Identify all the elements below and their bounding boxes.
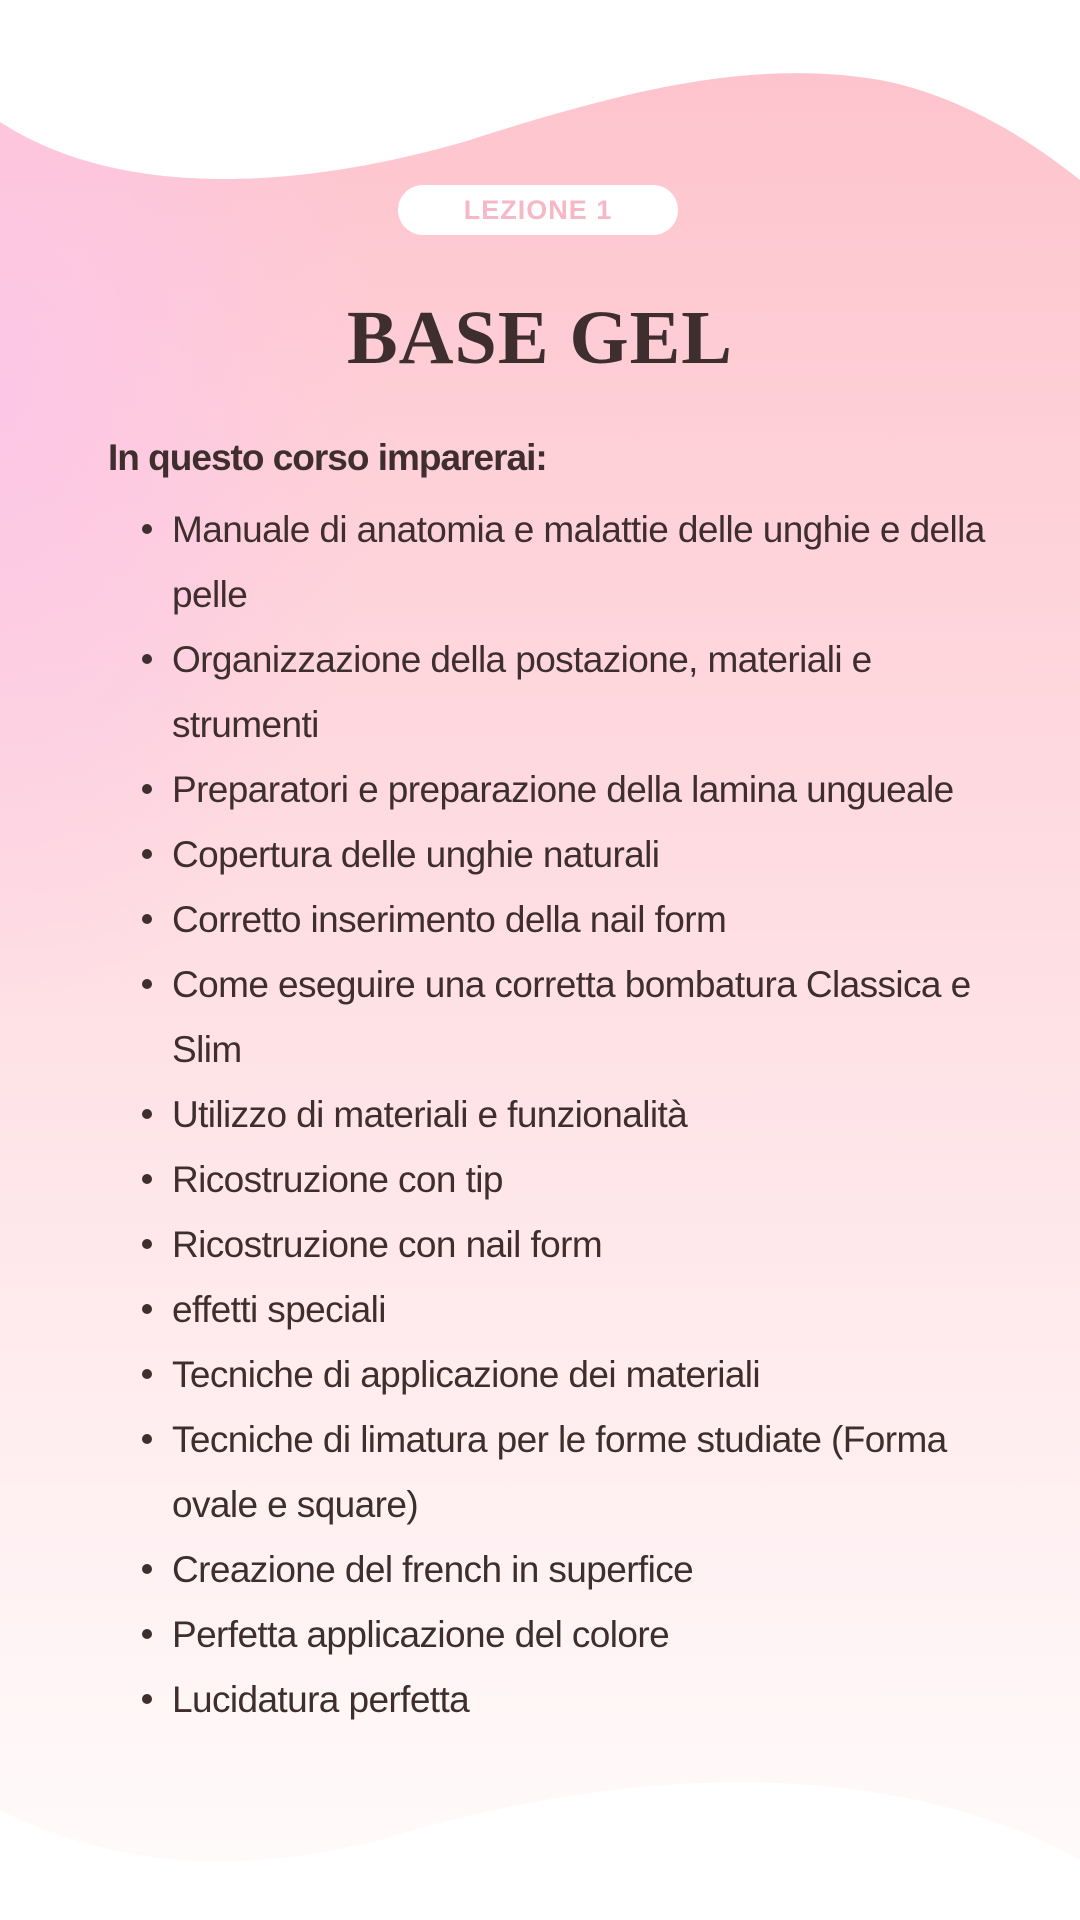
list-item: Preparatori e preparazione della lamina ungueale <box>172 757 992 822</box>
list-item: Utilizzo di materiali e funzionalità <box>172 1082 992 1147</box>
list-item: Come eseguire una corretta bombatura Classica e Slim <box>172 952 992 1082</box>
page-title: BASE GEL <box>346 296 734 380</box>
topic-list <box>140 497 992 1732</box>
list-item: effetti speciali <box>172 1277 992 1342</box>
list-item: Tecniche di applicazione dei materiali <box>172 1342 992 1407</box>
list-item: Perfetta applicazione del colore <box>172 1602 992 1667</box>
list-item: Lucidatura perfetta <box>172 1667 992 1732</box>
list-item: Ricostruzione con nail form <box>172 1212 992 1277</box>
list-item: Ricostruzione con tip <box>172 1147 992 1212</box>
list-item: Corretto inserimento della nail form <box>172 887 992 952</box>
section-subtitle: In questo corso imparerai: <box>108 437 547 478</box>
list-item: Creazione del french in superfice <box>172 1537 992 1602</box>
list-item: Tecniche di limatura per le forme studiate (Forma ovale e square) <box>172 1407 992 1537</box>
lesson-badge: LEZIONE 1 <box>398 185 678 235</box>
list-item: Manuale di anatomia e malattie delle unghie e della pelle <box>172 497 992 627</box>
list-item: Organizzazione della postazione, materiali e strumenti <box>172 627 992 757</box>
list-item: Copertura delle unghie naturali <box>172 822 992 887</box>
